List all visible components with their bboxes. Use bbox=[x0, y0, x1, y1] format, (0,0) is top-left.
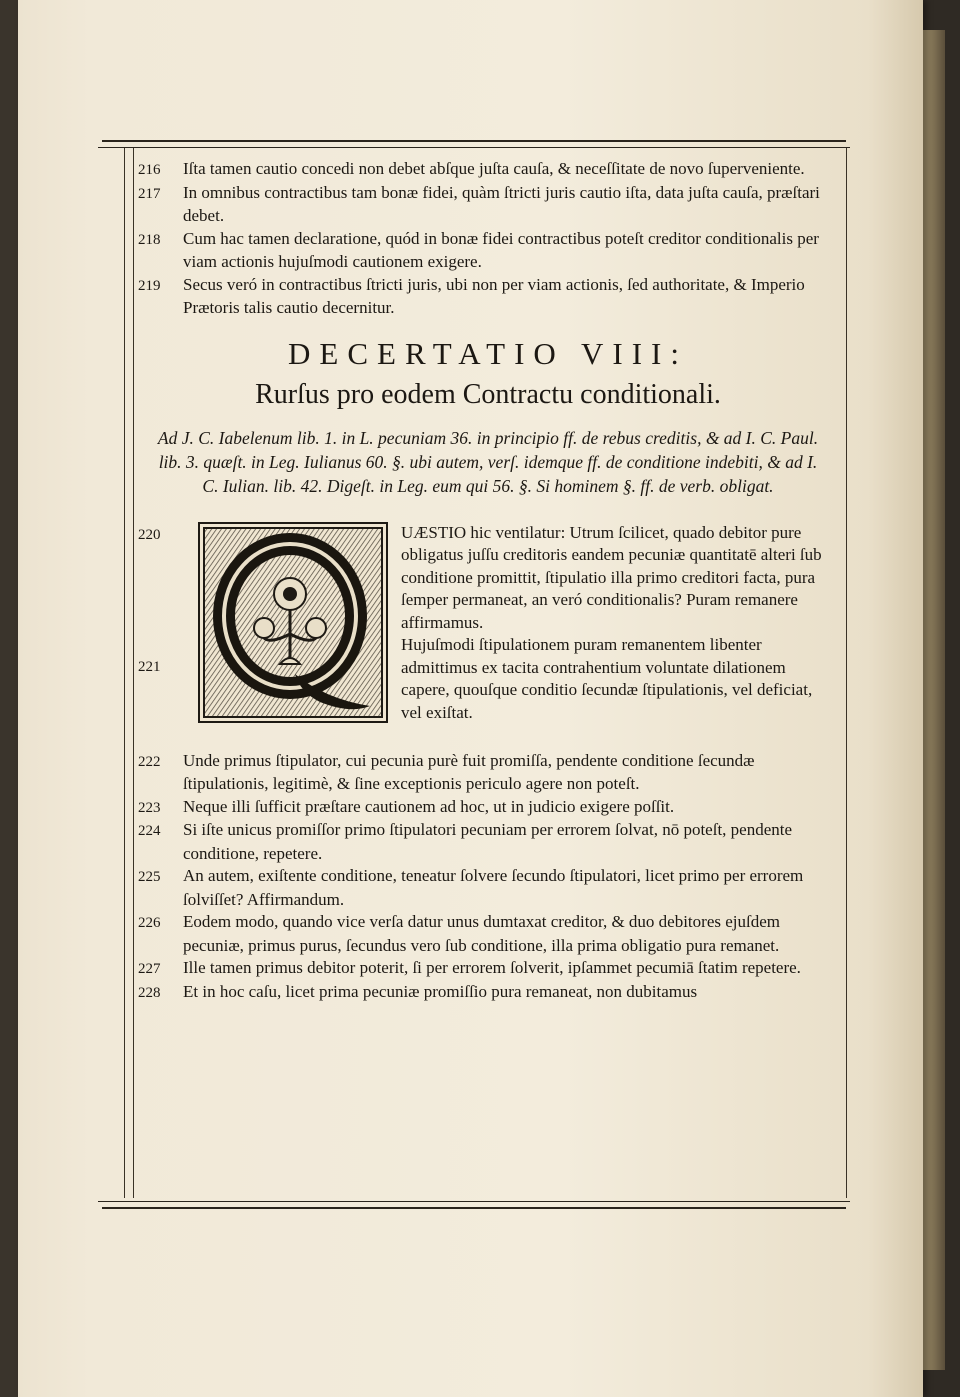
entry-number: 221 bbox=[138, 658, 161, 675]
entry-number: 216 bbox=[138, 162, 161, 178]
entry-number: 217 bbox=[138, 185, 161, 202]
entry-226 bbox=[138, 911, 838, 957]
entry-text: Ille tamen primus debitor poterit, ſi per errorem ſolverit, ipſammet pecumiā ſtatim repetere. bbox=[183, 958, 801, 977]
entry-text: Neque illi ſufficit præſtare cautionem ad hoc, ut in judicio exigere poſſit. bbox=[183, 796, 675, 816]
entry-text: Et in hoc caſu, licet prima pecuniæ promiſſio pura remaneat, non dubitamus bbox=[183, 981, 698, 1001]
entry-216 bbox=[138, 158, 838, 182]
paragraph-221: Hujuſmodi ſtipulationem puram remanentem libenter admittimus ex tacita contrahentium voluntate dilationem capere, quouſque conditio ſecundæ ſtipulationis, vel deficiat, vel exiſtat. bbox=[401, 635, 813, 722]
chapter-heading: DECERTATIO VIII: bbox=[288, 335, 688, 371]
paragraph-220: UÆSTIO hic ventilatur: Utrum ſcilicet, quado debitor pure obligatus juſſu creditoris eandem pecuniæ quantitatē alteri ſub conditione promittit, ſtipulatio illa primo creditori facta, pura ſemper permaneat, an veró conditionalis? Puram remanere affirmamus. bbox=[401, 522, 822, 632]
entry-227 bbox=[138, 957, 838, 981]
entry-text: An autem, exiſtente conditione, teneatur ſolvere ſecundo ſtipulatori, licet primo per errorem ſolviſſet? Affirmandum. bbox=[183, 866, 804, 909]
entry-number: 218 bbox=[138, 231, 161, 248]
entry-219 bbox=[138, 274, 838, 320]
entry-number: 220 bbox=[138, 526, 161, 543]
page-text bbox=[138, 158, 838, 1004]
entry-number: 228 bbox=[138, 984, 161, 1001]
entry-number: 227 bbox=[138, 961, 161, 977]
entry-218 bbox=[138, 228, 838, 274]
entry-number: 226 bbox=[138, 915, 161, 931]
quaestio-block bbox=[138, 522, 838, 750]
entry-text: Si iſte unicus promiſſor primo ſtipulatori pecuniam per errorem ſolvat, nō poteſt, pendente conditione, repetere. bbox=[183, 820, 793, 863]
entry-222 bbox=[138, 750, 838, 796]
frame-left-rule bbox=[124, 148, 125, 1198]
entry-text: Unde primus ſtipulator, cui pecunia purè fuit promiſſa, pendente conditione ſecundæ ſtipulationis, legitimè, & ſine exceptionis periculo agere non poteſt. bbox=[183, 750, 755, 793]
entry-text: Iſta tamen cautio concedi non debet abſque juſta cauſa, & neceſſitate de novo ſuperveniente. bbox=[183, 159, 805, 178]
entry-number: 225 bbox=[138, 869, 161, 885]
entry-223 bbox=[138, 796, 838, 820]
frame-right-rule bbox=[846, 148, 847, 1198]
quaestio-text bbox=[401, 522, 831, 725]
entry-number: 222 bbox=[138, 753, 161, 770]
entry-text: Secus veró in contractibus ſtricti juris, ubi non per viam actionis, ſed authoritate, & Imperio Prætoris talis cautio decernitur. bbox=[183, 274, 805, 317]
legal-citation: Ad J. C. Iabelenum lib. 1. in L. pecuniam 36. in principio ff. de rebus creditis, & ad I. C. Paul. lib. 3. quæſt. in Leg. Iulianus 60. §. ubi autem, verſ. idemque ff. de conditione indebiti, & ad I. C. Iulian. lib. 42. Digeſt. in Leg. eum qui 56. §. Si hominem §. ff. de verb. obligat. bbox=[157, 427, 819, 496]
entry-number: 223 bbox=[138, 799, 161, 816]
chapter-subheading: Rurſus pro eodem Contractu conditionali. bbox=[255, 378, 721, 410]
entry-225 bbox=[138, 865, 838, 911]
entry-228 bbox=[138, 981, 838, 1005]
entries-bottom bbox=[138, 750, 838, 1005]
entry-217 bbox=[138, 182, 838, 228]
entry-text: In omnibus contractibus tam bonæ fidei, quàm ſtricti juris cautio iſta, data juſta cauſa, præſtari debet. bbox=[183, 182, 820, 225]
entries-top bbox=[138, 158, 838, 320]
entry-number: 219 bbox=[138, 277, 161, 294]
entry-number: 224 bbox=[138, 823, 161, 839]
ornamental-initial-q-icon bbox=[198, 522, 388, 723]
frame-left-rule-inner bbox=[133, 148, 134, 1198]
entry-text: Eodem modo, quando vice verſa datur unus dumtaxat creditor, & duo debitores ejuſdem pecuniæ, primus purus, ſecundus vero ſub conditione, illa prima obligatio pura remanet. bbox=[183, 912, 780, 955]
entry-224 bbox=[138, 819, 838, 865]
entry-text: Cum hac tamen declaratione, quód in bonæ fidei contractibus poteſt creditor conditionalis per viam actionis hujuſmodi cautionem exigere. bbox=[183, 228, 819, 271]
